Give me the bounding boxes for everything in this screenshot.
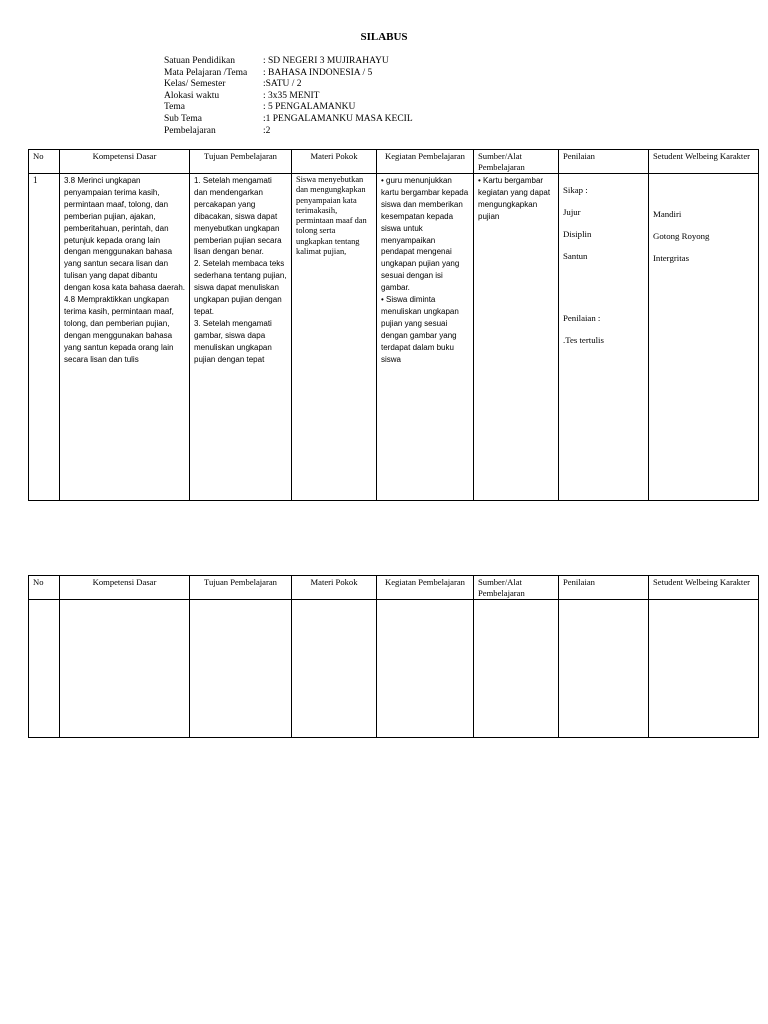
- kd-item: 4.8 Mempraktikkan ungkapan terima kasih, permintaan maaf, tolong, dan pemberian pujian, dengan menggunakan bahasa yang santun kepada orang lain secara lisan dan tulis: [64, 295, 174, 364]
- kd-item: 3.8 Merinci ungkapan penyampaian terima kasih, permintaan maaf, tolong, dan pemberian pujian, ajakan, pemberitahuan, perintah, dan petunjuk kepada orang lain dengan menggunakan bahasa yang santun secara lisan dan tulisan yang dapat dibantu dengan kosa kata bahasa daerah.: [64, 176, 185, 293]
- info-label: Satuan Pendidikan: [164, 56, 235, 66]
- info-value: :SATU / 2: [263, 79, 302, 90]
- cell-materi-pokok: Siswa menyebutkan dan mengungkapkan penyampaian kata terimakasih, permintaan maaf dan tolong serta ungkapkan tentang kalimat pujian,: [292, 174, 377, 501]
- cell-karakter: [649, 174, 759, 501]
- info-value: : SD NEGERI 3 MUJIRAHAYU: [263, 56, 389, 66]
- table-header-row: [29, 576, 759, 600]
- table-row: [29, 174, 759, 501]
- karakter-item: Gotong Royong: [653, 231, 710, 241]
- syllabus-table: [28, 149, 759, 501]
- table-row: [29, 600, 759, 738]
- header-kompetensi-dasar: Kompetensi Dasar: [60, 576, 190, 600]
- cell-sumber-alat: • Kartu bergambar kegiatan yang dapat mengungkapkan pujian: [474, 174, 559, 501]
- header-kegiatan-pembelajaran: Kegiatan Pembelajaran: [377, 576, 474, 600]
- empty-cell: [60, 600, 190, 738]
- sikap-item: Santun: [563, 251, 588, 261]
- header-materi-pokok: Materi Pokok: [292, 150, 377, 174]
- kegiatan-item: • Siswa diminta menuliskan ungkapan pujian yang sesuai dengan gambar yang terdapat dalam buku siswa: [381, 295, 459, 364]
- penilaian-label: Penilaian :: [563, 313, 601, 323]
- info-row: [164, 126, 413, 138]
- cell-tujuan-pembelajaran: [190, 174, 292, 501]
- karakter-item: Mandiri: [653, 209, 682, 219]
- header-materi-pokok: Materi Pokok: [292, 576, 377, 600]
- tes-item: .Tes tertulis: [563, 335, 604, 345]
- info-row: [164, 56, 413, 68]
- empty-cell: [377, 600, 474, 738]
- sikap-label: Sikap :: [563, 185, 588, 195]
- info-value: :2: [263, 125, 271, 136]
- info-label: Mata Pelajaran /Tema: [164, 67, 248, 78]
- tujuan-item: 2. Setelah membaca teks sederhana tentang pujian, siswa dapat menuliskan ungkapan pujian dengan tepat.: [194, 259, 287, 316]
- header-tujuan-pembelajaran: Tujuan Pembelajaran: [190, 576, 292, 600]
- info-row: [164, 102, 413, 114]
- empty-cell: [29, 600, 60, 738]
- tujuan-item: 3. Setelah mengamati gambar, siswa dapa menuliskan ungkapan pujian dengan tepat: [194, 318, 272, 364]
- header-penilaian: Penilaian: [559, 150, 649, 174]
- cell-kegiatan-pembelajaran: [377, 174, 474, 501]
- info-row: [164, 91, 413, 103]
- empty-cell: [190, 600, 292, 738]
- empty-cell: [649, 600, 759, 738]
- cell-penilaian: [559, 174, 649, 501]
- sikap-item: Disiplin: [563, 229, 592, 239]
- info-label: Tema: [164, 102, 185, 113]
- cell-no: 1: [29, 174, 60, 501]
- empty-cell: [292, 600, 377, 738]
- syllabus-table-empty: [28, 575, 759, 738]
- info-label: Pembelajaran: [164, 125, 216, 136]
- info-value: : 5 PENGALAMANKU: [263, 102, 356, 113]
- info-value: : BAHASA INDONESIA / 5: [263, 67, 373, 78]
- info-label: Sub Tema: [164, 113, 202, 124]
- info-row: [164, 68, 413, 80]
- table-header-row: [29, 150, 759, 174]
- header-no: No: [29, 576, 60, 600]
- header-kompetensi-dasar: Kompetensi Dasar: [60, 150, 190, 174]
- info-value: : 3x35 MENIT: [263, 90, 320, 101]
- empty-cell: [474, 600, 559, 738]
- info-label: Alokasi waktu: [164, 90, 220, 101]
- karakter-item: Intergritas: [653, 253, 689, 263]
- info-label: Kelas/ Semester: [164, 79, 226, 90]
- header-sumber-alat: Sumber/Alat Pembelajaran: [474, 576, 559, 600]
- tujuan-item: 1. Setelah mengamati dan mendengarkan percakapan yang dibacakan, siswa dapat menyebutkan ungkapan pemberian pujian secara lisan dengan benar.: [194, 176, 282, 257]
- header-karakter: Setudent Welbeing Karakter: [649, 150, 759, 174]
- header-kegiatan-pembelajaran: Kegiatan Pembelajaran: [377, 150, 474, 174]
- header-no: No: [29, 150, 60, 174]
- info-value: :1 PENGALAMANKU MASA KECIL: [263, 113, 413, 124]
- sikap-item: Jujur: [563, 207, 581, 217]
- header-karakter: Setudent Welbeing Karakter: [649, 576, 759, 600]
- header-tujuan-pembelajaran: Tujuan Pembelajaran: [190, 150, 292, 174]
- info-row: [164, 79, 413, 91]
- header-penilaian: Penilaian: [559, 576, 649, 600]
- header-sumber-alat: Sumber/Alat Pembelajaran: [474, 150, 559, 174]
- kegiatan-item: • guru menunjukkan kartu bergambar kepada siswa dan memberikan kesempatan kepada siswa untuk menyampaikan pendapat mengenai ungkapan pujian yang sesuai dengan isi gambar.: [381, 176, 469, 293]
- cell-kompetensi-dasar: [60, 174, 190, 501]
- empty-cell: [559, 600, 649, 738]
- document-title: SILABUS: [360, 31, 408, 43]
- info-row: [164, 114, 413, 126]
- document-info: [164, 56, 413, 137]
